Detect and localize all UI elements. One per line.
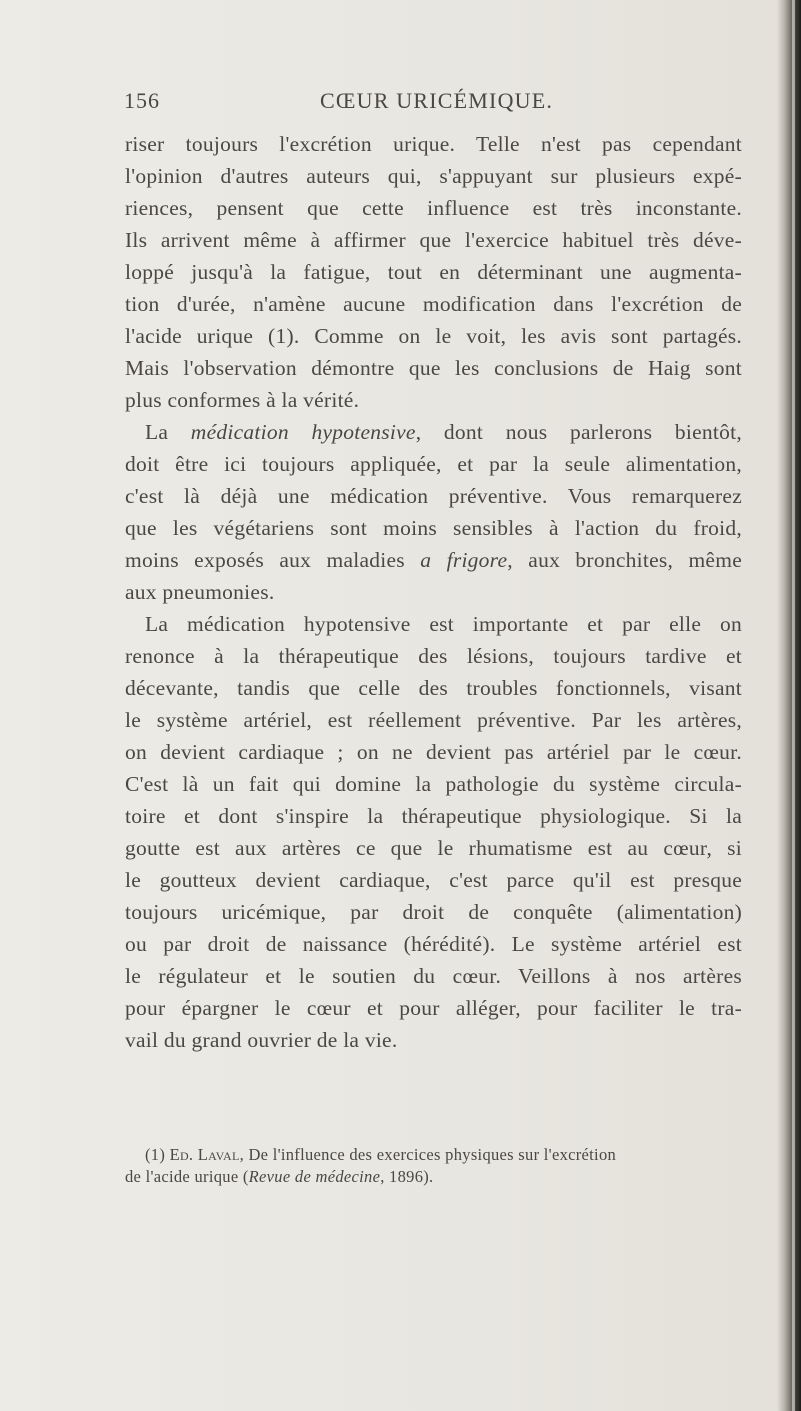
footnote-text: , 1896). [380, 1167, 434, 1186]
text-line: l'acide urique (1). Comme on le voit, les avis sont partagés. [125, 324, 742, 348]
footnote-line [125, 1166, 742, 1188]
text-line: goutte est aux artères ce que le rhumatisme est au cœur, si [125, 836, 742, 860]
text-line: C'est là un fait qui domine la pathologie du système circula- [125, 772, 742, 796]
text-line: ou par droit de naissance (hérédité). Le système artériel est [125, 932, 742, 956]
italic-term: médication hypotensive [190, 420, 416, 444]
text-span: La [145, 420, 191, 444]
text-line: le régulateur et le soutien du cœur. Veillons à nos artères [125, 964, 742, 988]
text-line: doit être ici toujours appliquée, et par la seule alimentation, [125, 452, 742, 476]
italic-term: a frigore [420, 548, 508, 572]
text-line: décevante, tandis que celle des troubles fonctionnels, visant [125, 676, 742, 700]
text-line: le système artériel, est réellement préventive. Par les artères, [125, 708, 742, 732]
text-line: le goutteux devient cardiaque, c'est parce qu'il est presque [125, 868, 742, 892]
footnote-author: Ed. Laval [169, 1145, 240, 1164]
page-number: 156 [124, 88, 160, 113]
text-line: plus conformes à la vérité. [125, 388, 360, 412]
text-line: Mais l'observation démontre que les conclusions de Haig sont [125, 356, 742, 380]
footnote-marker: (1) [145, 1145, 166, 1164]
text-line: loppé jusqu'à la fatigue, tout en déterminant une augmenta- [125, 260, 742, 284]
text-line [125, 416, 742, 448]
footnote-text: , De l'influence des exercices physiques sur l'excrétion [239, 1145, 617, 1164]
text-line: La médication hypotensive est importante et par elle on [145, 612, 742, 636]
text-line: aux pneumonies. [125, 580, 275, 604]
page-edge-shadow [777, 0, 801, 1411]
text-line: vail du grand ouvrier de la vie. [125, 1028, 398, 1052]
text-line: pour épargner le cœur et pour alléger, pour faciliter le tra- [125, 996, 742, 1020]
text-line: toire et dont s'inspire la thérapeutique physiologique. Si la [125, 804, 742, 828]
text-line: Ils arrivent même à affirmer que l'exercice habituel très déve- [125, 228, 742, 252]
text-span: moins exposés aux maladies [125, 548, 421, 572]
text-line: toujours uricémique, par droit de conquête (alimentation) [125, 900, 742, 924]
text-line: l'opinion d'autres auteurs qui, s'appuyant sur plusieurs expé- [125, 164, 742, 188]
footnote [125, 1144, 742, 1188]
page-header [124, 88, 744, 128]
text-line: renonce à la thérapeutique des lésions, toujours tardive et [125, 644, 742, 668]
text-line: que les végétariens sont moins sensibles à l'action du froid, [125, 516, 742, 540]
text-span: , dont nous parlerons bientôt, [415, 420, 742, 444]
body-text [125, 128, 742, 1056]
text-span: , aux bronchites, même [507, 548, 742, 572]
footnote-line [125, 1144, 742, 1166]
text-line: tion d'urée, n'amène aucune modification dans l'excrétion de [125, 292, 742, 316]
footnote-text: de l'acide urique ( [125, 1167, 249, 1186]
page-edge-highlight [792, 0, 795, 1411]
footnote-journal: Revue de médecine [248, 1167, 381, 1186]
text-line: riences, pensent que cette influence est très inconstante. [125, 196, 742, 220]
text-line: on devient cardiaque ; on ne devient pas artériel par le cœur. [125, 740, 742, 764]
text-line: c'est là déjà une médication préventive. Vous remarquerez [125, 484, 742, 508]
text-line: riser toujours l'excrétion urique. Telle n'est pas cependant [125, 132, 742, 156]
text-line [125, 544, 742, 576]
running-title: CŒUR URICÉMIQUE. [320, 88, 554, 113]
